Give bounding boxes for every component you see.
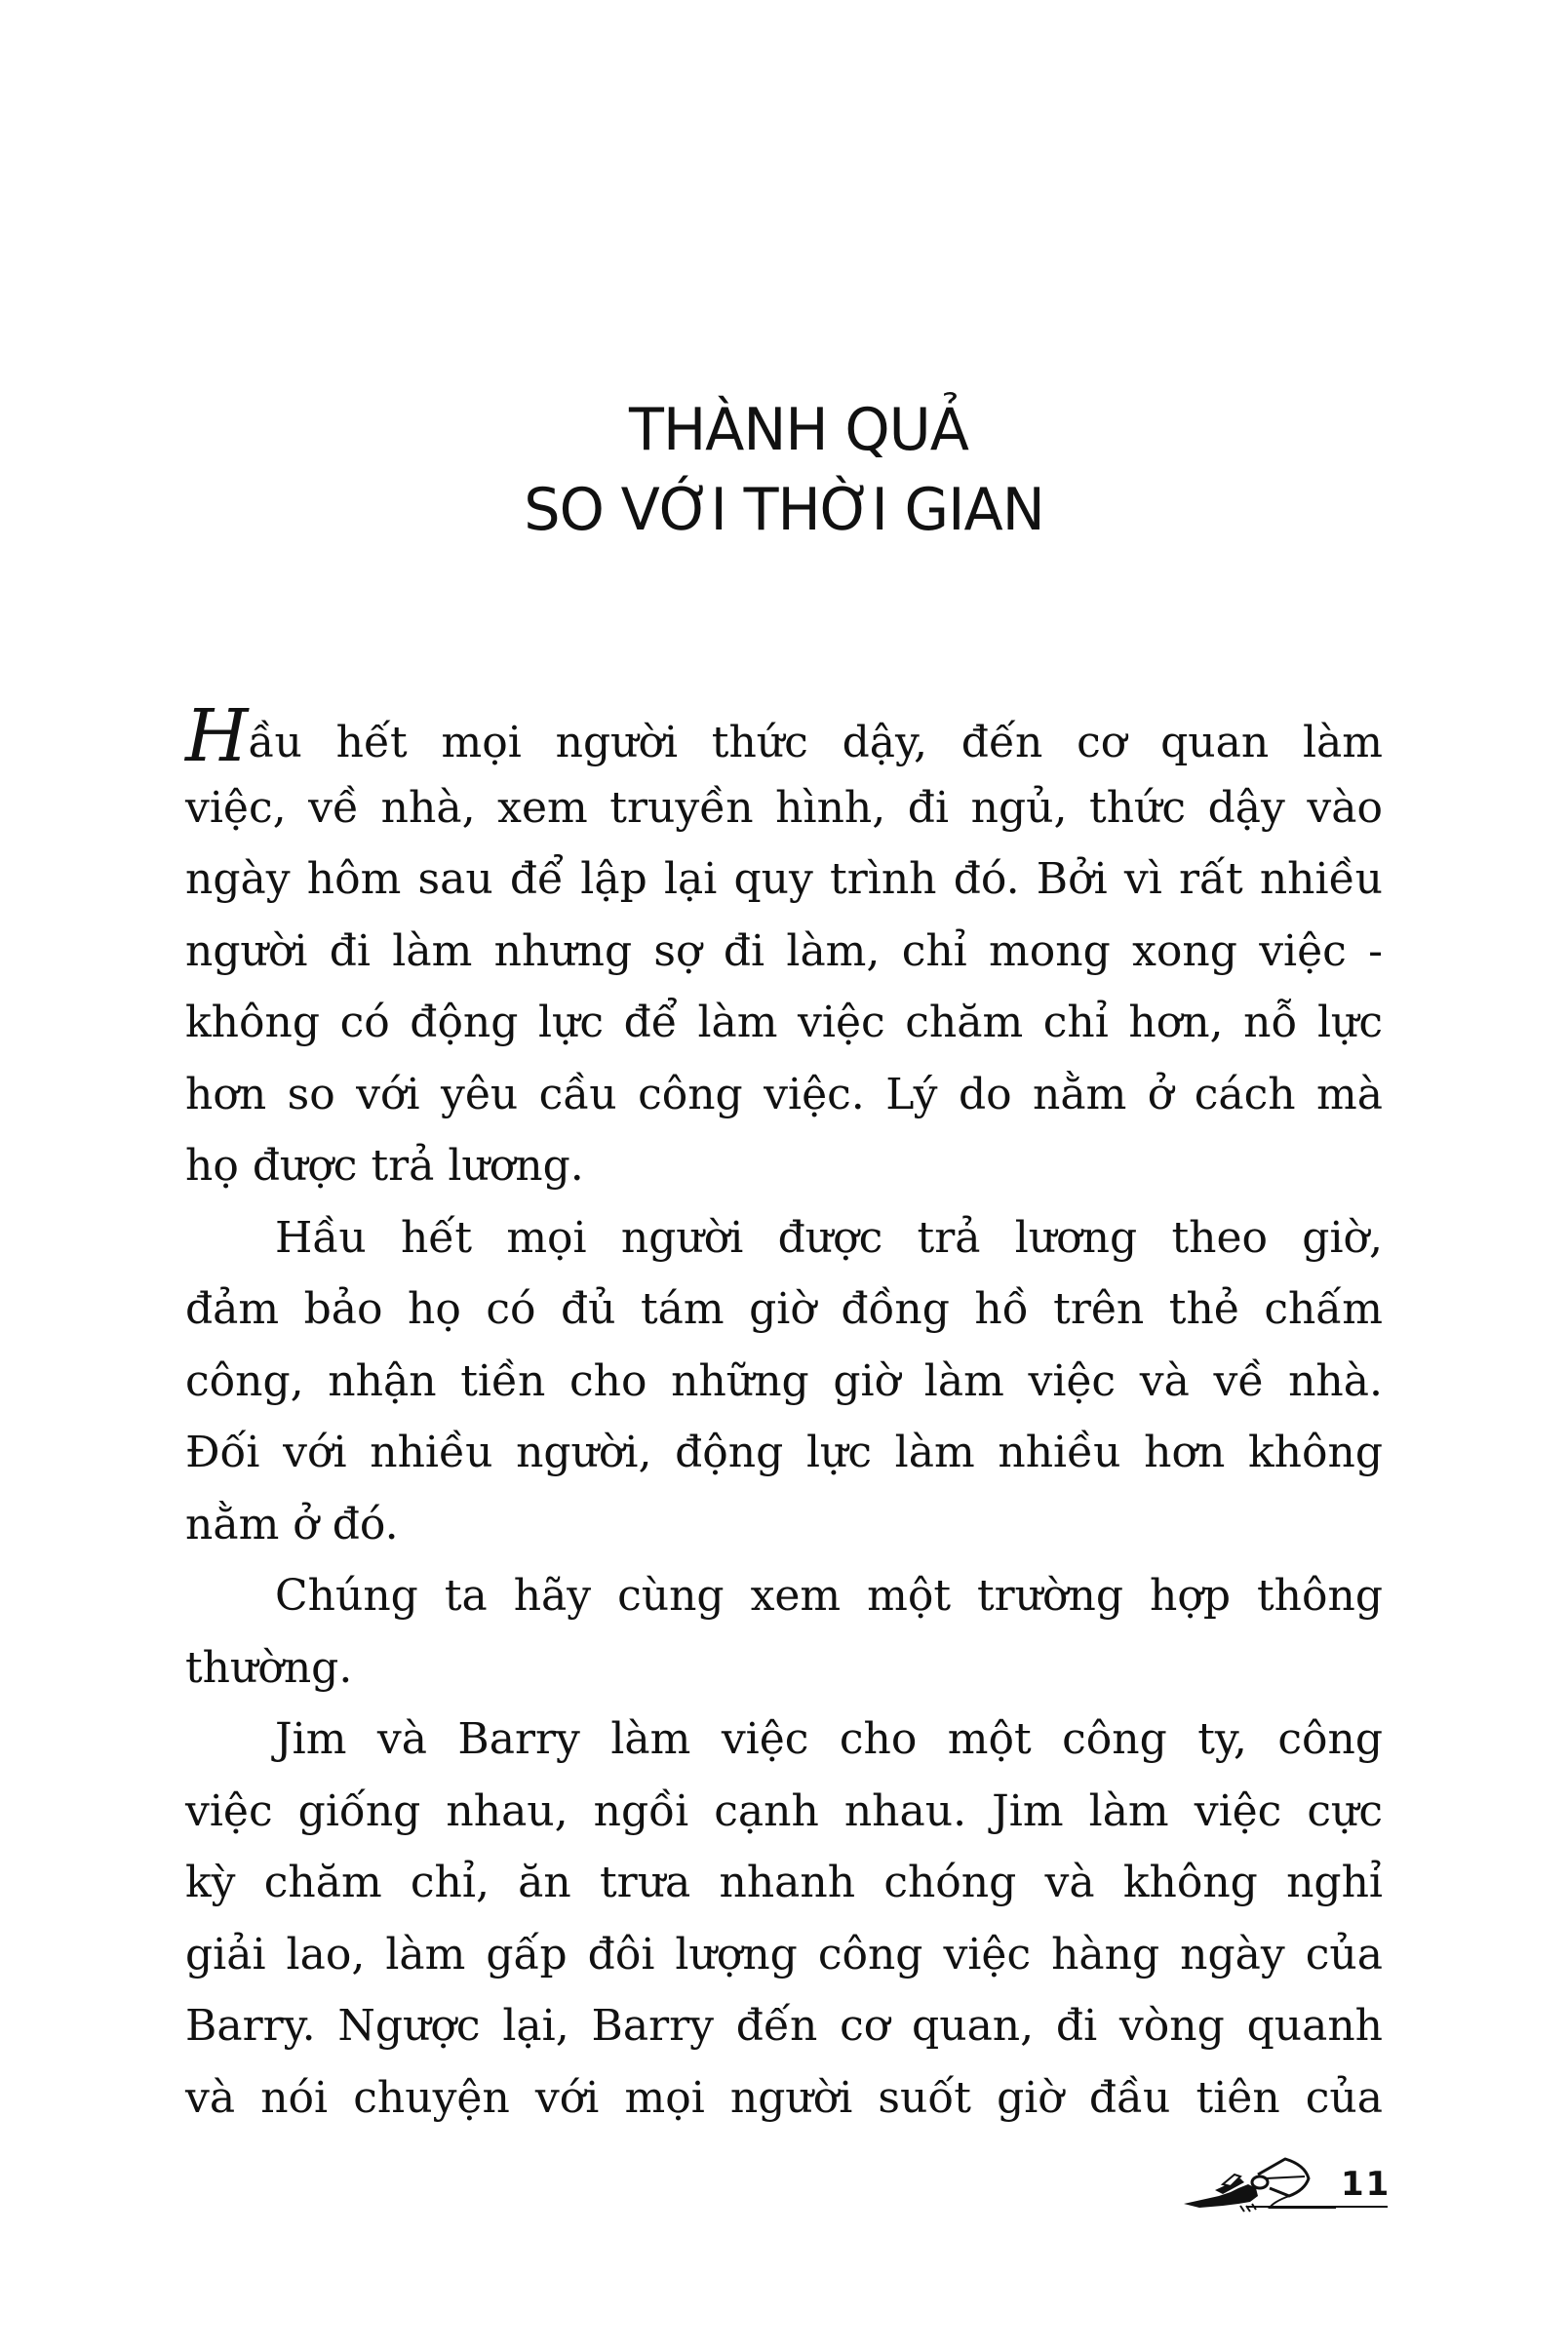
flying-bird-ornament-icon [1180, 2145, 1336, 2214]
text-line: việc, về nhà, xem truyền hình, đi ngủ, thức dậy vào [185, 782, 1383, 833]
text-line: ngày hôm sau để lập lại quy trình đó. Bởi vì rất nhiều [185, 854, 1383, 904]
text-line: Đối với nhiều người, động lực làm nhiều hơn không [185, 1428, 1383, 1477]
dropcap-letter: H [185, 694, 247, 778]
text-line [185, 694, 1383, 778]
page-footer [1180, 2145, 1394, 2223]
text-line-content: ầu hết mọi người thức dậy, đến cơ quan làm [248, 718, 1383, 767]
text-line: người đi làm nhưng sợ đi làm, chỉ mong xong việc - [185, 925, 1383, 976]
text-line: thường. [185, 1642, 353, 1693]
text-line: Hầu hết mọi người được trả lương theo giờ, [275, 1212, 1383, 1263]
text-line: hơn so với yêu cầu công việc. Lý do nằm ở cách mà [185, 1069, 1383, 1119]
text-line: và nói chuyện với mọi người suốt giờ đầu tiên của [185, 2072, 1383, 2123]
page-number-rule [1246, 2206, 1388, 2208]
text-line: kỳ chăm chỉ, ăn trưa nhanh chóng và không nghỉ [185, 1858, 1383, 1907]
text-line: họ được trả lương. [185, 1141, 584, 1191]
text-line: Barry. Ngược lại, Barry đến cơ quan, đi vòng quanh [185, 2001, 1383, 2051]
chapter-title-line-2: SO VỚI THỜI GIAN [524, 476, 1044, 544]
chapter-title-line-1: THÀNH QUẢ [629, 396, 968, 464]
chapter-title [0, 390, 1568, 550]
page-number: 11 [1341, 2165, 1392, 2204]
text-line: Jim và Barry làm việc cho một công ty, công [275, 1714, 1383, 1764]
text-line: nằm ở đó. [185, 1499, 399, 1549]
text-line: giải lao, làm gấp đôi lượng công việc hàng ngày của [185, 1929, 1383, 1980]
text-line: Chúng ta hãy cùng xem một trường hợp thông [275, 1571, 1383, 1621]
text-line: đảm bảo họ có đủ tám giờ đồng hồ trên thẻ chấm [185, 1284, 1383, 1334]
body-text [185, 694, 1383, 2134]
text-line: công, nhận tiền cho những giờ làm việc và về nhà. [185, 1355, 1383, 1406]
text-line: không có động lực để làm việc chăm chỉ hơn, nỗ lực [185, 998, 1383, 1047]
dropcap [185, 694, 247, 778]
text-line: việc giống nhau, ngồi cạnh nhau. Jim làm việc cực [185, 1785, 1383, 1836]
